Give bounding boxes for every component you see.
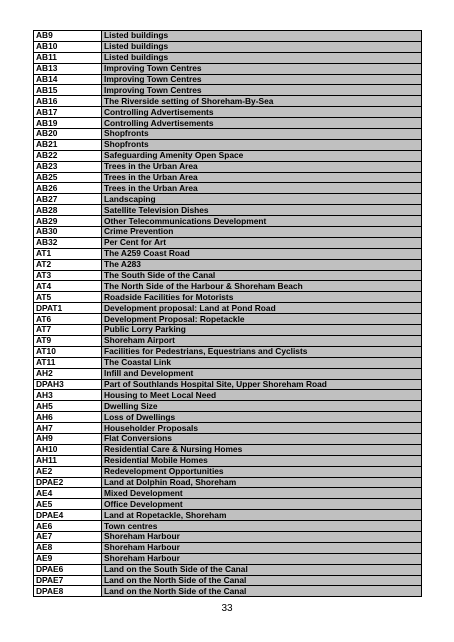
table-row — [34, 488, 422, 499]
policy-code: AB30 — [34, 227, 102, 238]
policy-title: Residential Care & Nursing Homes — [102, 444, 422, 455]
table-row — [34, 85, 422, 96]
table-row — [34, 216, 422, 227]
policy-code: DPAE4 — [34, 510, 102, 521]
policy-title: Mixed Development — [102, 488, 422, 499]
table-row — [34, 575, 422, 586]
table-row — [34, 194, 422, 205]
policy-title: Shopfronts — [102, 139, 422, 150]
policy-title: Safeguarding Amenity Open Space — [102, 150, 422, 161]
table-row — [34, 292, 422, 303]
policy-title: The A259 Coast Road — [102, 248, 422, 259]
policy-code: AH9 — [34, 433, 102, 444]
table-row — [34, 129, 422, 140]
policy-code: AE2 — [34, 466, 102, 477]
policy-code: AB25 — [34, 172, 102, 183]
table-row — [34, 31, 422, 42]
policy-code: AB28 — [34, 205, 102, 216]
table-row — [34, 270, 422, 281]
policy-code: AT9 — [34, 335, 102, 346]
policy-code: AE8 — [34, 542, 102, 553]
policy-title: Land at Ropetackle, Shoreham — [102, 510, 422, 521]
table-row — [34, 423, 422, 434]
policy-code: AT6 — [34, 314, 102, 325]
policy-title: Land on the North Side of the Canal — [102, 575, 422, 586]
policy-title: Shoreham Harbour — [102, 542, 422, 553]
policy-code: AT4 — [34, 281, 102, 292]
policy-code: AB14 — [34, 74, 102, 85]
table-row — [34, 161, 422, 172]
policy-title: Infill and Development — [102, 368, 422, 379]
table-row — [34, 521, 422, 532]
table-row — [34, 325, 422, 336]
policy-code: AH11 — [34, 455, 102, 466]
policy-code: AB26 — [34, 183, 102, 194]
policy-title: Crime Prevention — [102, 227, 422, 238]
table-row — [34, 139, 422, 150]
policy-title: Listed buildings — [102, 41, 422, 52]
policy-title: Part of Southlands Hospital Site, Upper Shoreham Road — [102, 379, 422, 390]
policy-code: AE6 — [34, 521, 102, 532]
policy-title: Facilities for Pedestrians, Equestrians and Cyclists — [102, 346, 422, 357]
table-row — [34, 259, 422, 270]
table-row — [34, 368, 422, 379]
table-row — [34, 586, 422, 597]
policy-title: The South Side of the Canal — [102, 270, 422, 281]
policy-code: AE5 — [34, 499, 102, 510]
policy-title: Roadside Facilities for Motorists — [102, 292, 422, 303]
policy-code: AB11 — [34, 52, 102, 63]
policy-code: AE4 — [34, 488, 102, 499]
policy-title: Dwelling Size — [102, 401, 422, 412]
table-row — [34, 281, 422, 292]
policy-code: AH3 — [34, 390, 102, 401]
table-row — [34, 564, 422, 575]
policy-title: Loss of Dwellings — [102, 412, 422, 423]
table-row — [34, 379, 422, 390]
policy-code: DPAE7 — [34, 575, 102, 586]
table-row — [34, 346, 422, 357]
policy-code: AB20 — [34, 129, 102, 140]
table-row — [34, 335, 422, 346]
policy-code: AT5 — [34, 292, 102, 303]
table-row — [34, 477, 422, 488]
table-row — [34, 63, 422, 74]
table-row — [34, 52, 422, 63]
policy-code: AT11 — [34, 357, 102, 368]
table-row — [34, 390, 422, 401]
policy-title: Controlling Advertisements — [102, 118, 422, 129]
table-row — [34, 553, 422, 564]
table-row — [34, 510, 422, 521]
policy-title: Improving Town Centres — [102, 85, 422, 96]
policy-title: Flat Conversions — [102, 433, 422, 444]
table-row — [34, 466, 422, 477]
table-row — [34, 96, 422, 107]
table-row — [34, 499, 422, 510]
table-row — [34, 237, 422, 248]
table-row — [34, 444, 422, 455]
policy-title: Shoreham Harbour — [102, 553, 422, 564]
policy-code: AT7 — [34, 325, 102, 336]
policy-title: Housing to Meet Local Need — [102, 390, 422, 401]
table-row — [34, 531, 422, 542]
table-row — [34, 314, 422, 325]
policy-title: Householder Proposals — [102, 423, 422, 434]
policy-title: Listed buildings — [102, 52, 422, 63]
policy-title: Per Cent for Art — [102, 237, 422, 248]
table-row — [34, 412, 422, 423]
policy-title: Shoreham Harbour — [102, 531, 422, 542]
policy-title: The Coastal Link — [102, 357, 422, 368]
table-row — [34, 433, 422, 444]
page-number: 33 — [221, 603, 233, 614]
policy-title: Improving Town Centres — [102, 74, 422, 85]
policy-title: Listed buildings — [102, 31, 422, 42]
policy-title: Controlling Advertisements — [102, 107, 422, 118]
policy-title: Public Lorry Parking — [102, 325, 422, 336]
policy-code: AB15 — [34, 85, 102, 96]
policy-code: AH6 — [34, 412, 102, 423]
policy-code: AB13 — [34, 63, 102, 74]
policy-title: Development proposal: Land at Pond Road — [102, 303, 422, 314]
policy-code: AB16 — [34, 96, 102, 107]
policy-title: Land on the North Side of the Canal — [102, 586, 422, 597]
table-row — [34, 118, 422, 129]
policy-rows — [34, 31, 422, 597]
policy-code: AT10 — [34, 346, 102, 357]
policy-code: AE7 — [34, 531, 102, 542]
policy-code: AB27 — [34, 194, 102, 205]
policy-title: Development Proposal: Ropetackle — [102, 314, 422, 325]
policy-title: Satellite Television Dishes — [102, 205, 422, 216]
table-row — [34, 172, 422, 183]
policy-title: Shopfronts — [102, 129, 422, 140]
policy-code: AB9 — [34, 31, 102, 42]
policy-title: Shoreham Airport — [102, 335, 422, 346]
table-row — [34, 357, 422, 368]
policy-title: Residential Mobile Homes — [102, 455, 422, 466]
table-row — [34, 150, 422, 161]
policy-title: Other Telecommunications Development — [102, 216, 422, 227]
table-row — [34, 455, 422, 466]
policy-code: AB22 — [34, 150, 102, 161]
policy-code: AH10 — [34, 444, 102, 455]
table-row — [34, 41, 422, 52]
policy-title: Landscaping — [102, 194, 422, 205]
policy-code: AB10 — [34, 41, 102, 52]
table-row — [34, 303, 422, 314]
policy-code: AB17 — [34, 107, 102, 118]
policy-code: AB21 — [34, 139, 102, 150]
table-row — [34, 74, 422, 85]
policy-code: DPAE2 — [34, 477, 102, 488]
policy-code: AT3 — [34, 270, 102, 281]
policy-code: AT1 — [34, 248, 102, 259]
policy-code: AE9 — [34, 553, 102, 564]
table-row — [34, 248, 422, 259]
policy-code: DPAH3 — [34, 379, 102, 390]
table-row — [34, 401, 422, 412]
policy-title: Town centres — [102, 521, 422, 532]
policy-title: Trees in the Urban Area — [102, 183, 422, 194]
policy-code: AB29 — [34, 216, 102, 227]
policy-title: Land on the South Side of the Canal — [102, 564, 422, 575]
table-row — [34, 227, 422, 238]
policy-code: AB19 — [34, 118, 102, 129]
policy-title: The A283 — [102, 259, 422, 270]
policy-code: AB23 — [34, 161, 102, 172]
policy-table — [33, 30, 422, 597]
policy-code: AH7 — [34, 423, 102, 434]
policy-code: DPAT1 — [34, 303, 102, 314]
policy-title: Office Development — [102, 499, 422, 510]
policy-title: The Riverside setting of Shoreham-By-Sea — [102, 96, 422, 107]
policy-code: AH2 — [34, 368, 102, 379]
table-row — [34, 183, 422, 194]
policy-code: DPAE6 — [34, 564, 102, 575]
policy-title: Redevelopment Opportunities — [102, 466, 422, 477]
table-row — [34, 542, 422, 553]
table-row — [34, 107, 422, 118]
table-row — [34, 205, 422, 216]
policy-title: Improving Town Centres — [102, 63, 422, 74]
policy-title: Trees in the Urban Area — [102, 172, 422, 183]
policy-title: Land at Dolphin Road, Shoreham — [102, 477, 422, 488]
policy-title: Trees in the Urban Area — [102, 161, 422, 172]
policy-code: DPAE8 — [34, 586, 102, 597]
policy-code: AB32 — [34, 237, 102, 248]
policy-code: AH5 — [34, 401, 102, 412]
policy-title: The North Side of the Harbour & Shoreham Beach — [102, 281, 422, 292]
policy-code: AT2 — [34, 259, 102, 270]
